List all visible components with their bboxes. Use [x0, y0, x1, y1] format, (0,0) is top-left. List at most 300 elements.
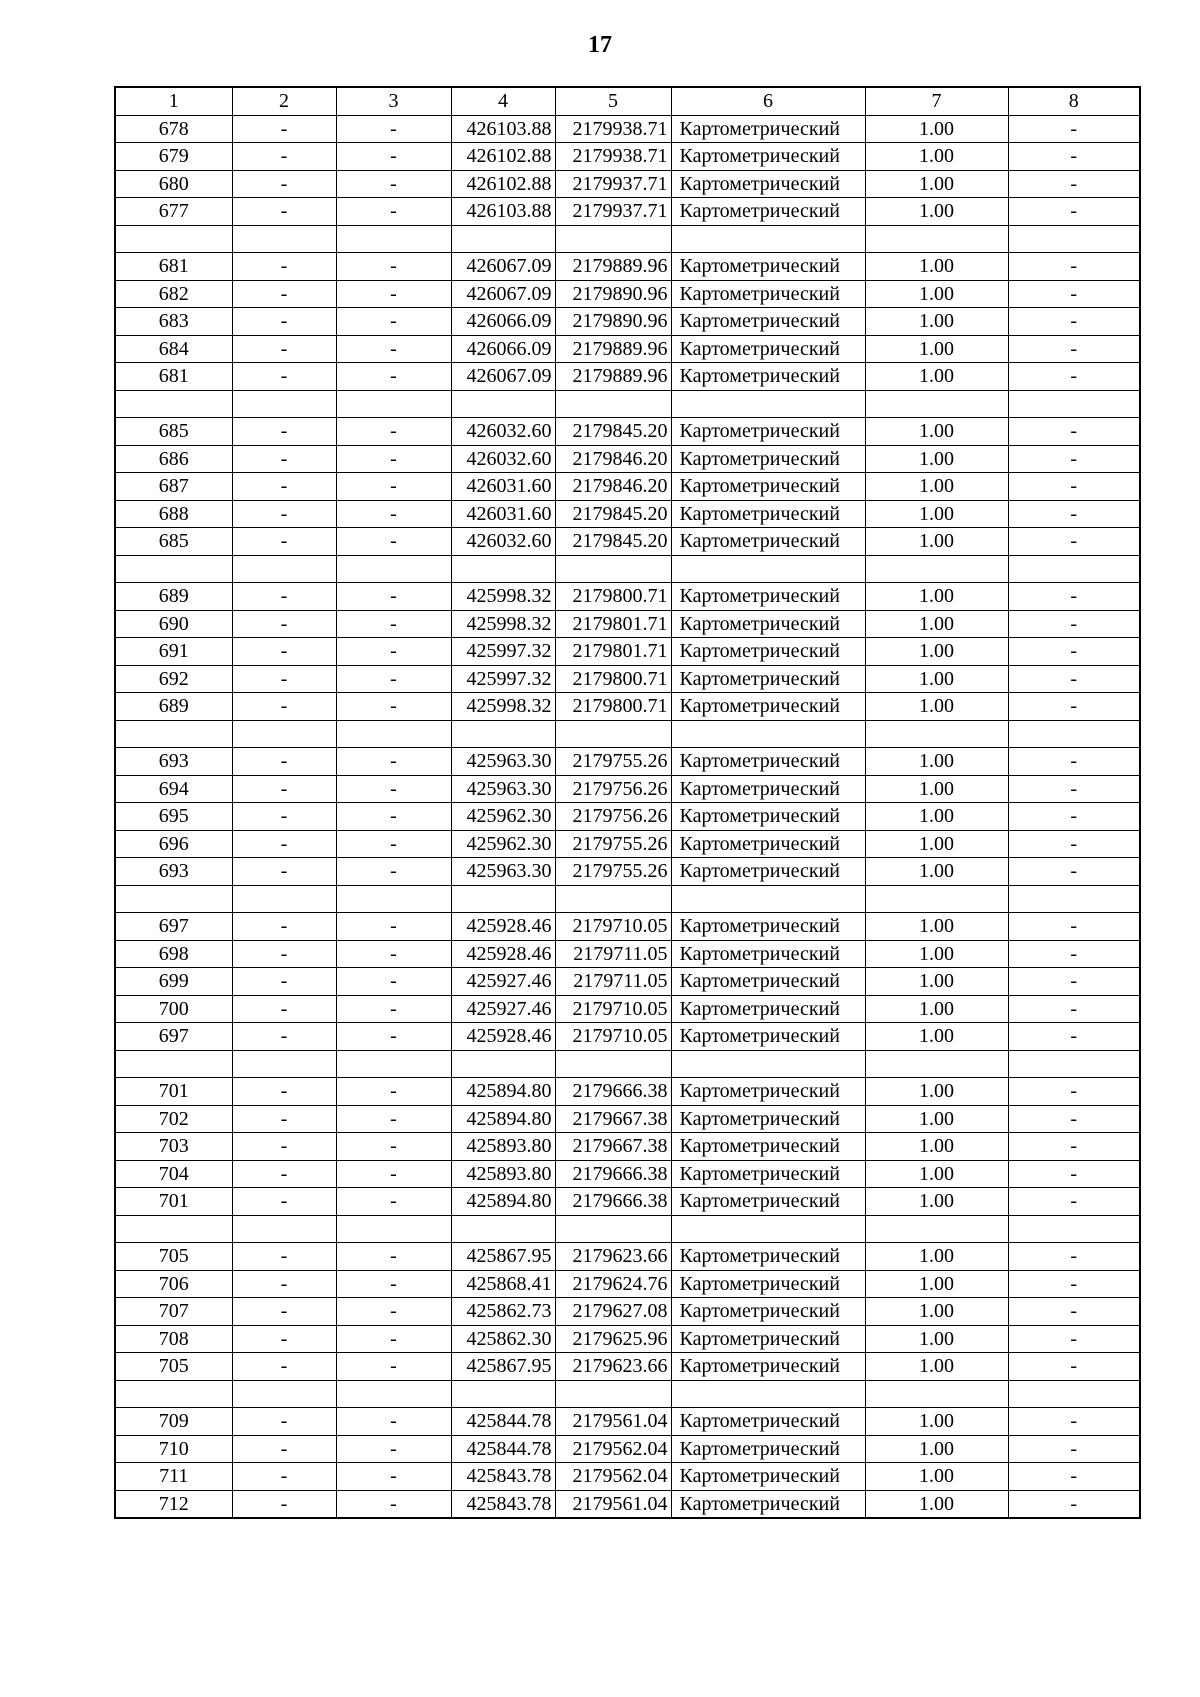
col2-cell: -	[232, 1408, 336, 1436]
table-row	[115, 1023, 1140, 1051]
col8-cell: -	[1008, 363, 1140, 391]
x-coordinate-cell: 425963.30	[451, 775, 555, 803]
y-coordinate-cell: 2179889.96	[555, 363, 671, 391]
y-coordinate-cell: 2179666.38	[555, 1160, 671, 1188]
col8-cell: -	[1008, 198, 1140, 226]
col3-cell: -	[336, 308, 451, 336]
point-number-cell: 693	[115, 748, 232, 776]
method-cell: Картометрический	[671, 1270, 865, 1298]
y-coordinate-cell: 2179666.38	[555, 1078, 671, 1106]
table-row	[115, 1270, 1140, 1298]
method-cell	[671, 1050, 865, 1078]
method-cell: Картометрический	[671, 1023, 865, 1051]
x-coordinate-cell	[451, 1050, 555, 1078]
y-coordinate-cell: 2179845.20	[555, 528, 671, 556]
col2-cell: -	[232, 775, 336, 803]
y-coordinate-cell: 2179627.08	[555, 1298, 671, 1326]
x-coordinate-cell	[451, 1215, 555, 1243]
coordinates-table	[114, 86, 1141, 1519]
point-number-cell: 695	[115, 803, 232, 831]
method-cell: Картометрический	[671, 418, 865, 446]
col3-cell: -	[336, 198, 451, 226]
accuracy-cell: 1.00	[865, 1435, 1008, 1463]
table-row	[115, 253, 1140, 281]
col3-cell: -	[336, 445, 451, 473]
col8-cell: -	[1008, 1325, 1140, 1353]
method-cell: Картометрический	[671, 1105, 865, 1133]
col2-cell: -	[232, 1243, 336, 1271]
y-coordinate-cell	[555, 390, 671, 418]
point-number-cell: 707	[115, 1298, 232, 1326]
accuracy-cell: 1.00	[865, 1243, 1008, 1271]
point-number-cell: 685	[115, 418, 232, 446]
method-cell: Картометрический	[671, 1408, 865, 1436]
x-coordinate-cell: 425927.46	[451, 968, 555, 996]
table-row	[115, 803, 1140, 831]
table-separator-row	[115, 555, 1140, 583]
table-row	[115, 363, 1140, 391]
y-coordinate-cell: 2179623.66	[555, 1353, 671, 1381]
method-cell: Картометрический	[671, 940, 865, 968]
col3-cell: -	[336, 748, 451, 776]
point-number-cell: 677	[115, 198, 232, 226]
y-coordinate-cell: 2179800.71	[555, 583, 671, 611]
col8-cell	[1008, 885, 1140, 913]
col8-cell: -	[1008, 1353, 1140, 1381]
table-row	[115, 500, 1140, 528]
y-coordinate-cell	[555, 1050, 671, 1078]
col3-cell: -	[336, 830, 451, 858]
table-row	[115, 1078, 1140, 1106]
x-coordinate-cell	[451, 1380, 555, 1408]
col8-cell: -	[1008, 280, 1140, 308]
column-header: 3	[336, 87, 451, 115]
method-cell: Картометрический	[671, 610, 865, 638]
col8-cell: -	[1008, 693, 1140, 721]
point-number-cell	[115, 885, 232, 913]
y-coordinate-cell: 2179845.20	[555, 418, 671, 446]
method-cell: Картометрический	[671, 1490, 865, 1518]
accuracy-cell: 1.00	[865, 445, 1008, 473]
col8-cell: -	[1008, 1408, 1140, 1436]
col3-cell: -	[336, 418, 451, 446]
accuracy-cell: 1.00	[865, 1160, 1008, 1188]
col2-cell	[232, 1050, 336, 1078]
table-separator-row	[115, 390, 1140, 418]
x-coordinate-cell	[451, 885, 555, 913]
col3-cell: -	[336, 1105, 451, 1133]
point-number-cell: 704	[115, 1160, 232, 1188]
y-coordinate-cell: 2179800.71	[555, 665, 671, 693]
col8-cell	[1008, 390, 1140, 418]
x-coordinate-cell: 426032.60	[451, 528, 555, 556]
x-coordinate-cell: 426032.60	[451, 445, 555, 473]
col2-cell: -	[232, 665, 336, 693]
accuracy-cell: 1.00	[865, 1023, 1008, 1051]
col2-cell: -	[232, 610, 336, 638]
col3-cell: -	[336, 858, 451, 886]
y-coordinate-cell: 2179890.96	[555, 308, 671, 336]
y-coordinate-cell: 2179755.26	[555, 748, 671, 776]
col2-cell: -	[232, 1023, 336, 1051]
table-row	[115, 1408, 1140, 1436]
point-number-cell: 705	[115, 1243, 232, 1271]
table-row	[115, 940, 1140, 968]
table-row	[115, 830, 1140, 858]
table-row	[115, 1243, 1140, 1271]
point-number-cell	[115, 720, 232, 748]
x-coordinate-cell: 426067.09	[451, 253, 555, 281]
col3-cell: -	[336, 143, 451, 171]
accuracy-cell: 1.00	[865, 198, 1008, 226]
table-row	[115, 473, 1140, 501]
col8-cell: -	[1008, 995, 1140, 1023]
point-number-cell: 698	[115, 940, 232, 968]
col3-cell	[336, 885, 451, 913]
table-row	[115, 693, 1140, 721]
col3-cell: -	[336, 1490, 451, 1518]
y-coordinate-cell: 2179938.71	[555, 115, 671, 143]
x-coordinate-cell: 426032.60	[451, 418, 555, 446]
col3-cell: -	[336, 968, 451, 996]
method-cell: Картометрический	[671, 830, 865, 858]
x-coordinate-cell: 425928.46	[451, 940, 555, 968]
col3-cell: -	[336, 1023, 451, 1051]
col3-cell: -	[336, 665, 451, 693]
x-coordinate-cell: 425844.78	[451, 1435, 555, 1463]
y-coordinate-cell: 2179756.26	[555, 775, 671, 803]
method-cell: Картометрический	[671, 665, 865, 693]
col2-cell: -	[232, 1463, 336, 1491]
accuracy-cell	[865, 1215, 1008, 1243]
point-number-cell: 692	[115, 665, 232, 693]
point-number-cell: 686	[115, 445, 232, 473]
x-coordinate-cell: 426066.09	[451, 335, 555, 363]
method-cell: Картометрический	[671, 1298, 865, 1326]
method-cell: Картометрический	[671, 363, 865, 391]
y-coordinate-cell: 2179711.05	[555, 940, 671, 968]
point-number-cell: 697	[115, 913, 232, 941]
method-cell: Картометрический	[671, 1133, 865, 1161]
accuracy-cell	[865, 225, 1008, 253]
col2-cell: -	[232, 1435, 336, 1463]
col3-cell: -	[336, 1133, 451, 1161]
col8-cell: -	[1008, 1133, 1140, 1161]
col8-cell: -	[1008, 830, 1140, 858]
point-number-cell	[115, 1050, 232, 1078]
x-coordinate-cell: 426066.09	[451, 308, 555, 336]
method-cell: Картометрический	[671, 473, 865, 501]
point-number-cell: 685	[115, 528, 232, 556]
method-cell	[671, 1215, 865, 1243]
col2-cell: -	[232, 803, 336, 831]
col2-cell: -	[232, 1160, 336, 1188]
col2-cell: -	[232, 968, 336, 996]
accuracy-cell	[865, 720, 1008, 748]
table-row	[115, 1490, 1140, 1518]
method-cell	[671, 885, 865, 913]
table-row	[115, 1463, 1140, 1491]
x-coordinate-cell: 425843.78	[451, 1490, 555, 1518]
method-cell: Картометрический	[671, 1160, 865, 1188]
table-header-row	[115, 87, 1140, 115]
col3-cell: -	[336, 528, 451, 556]
col3-cell: -	[336, 335, 451, 363]
col8-cell: -	[1008, 335, 1140, 363]
col2-cell: -	[232, 253, 336, 281]
point-number-cell: 681	[115, 253, 232, 281]
x-coordinate-cell: 425867.95	[451, 1353, 555, 1381]
table-row	[115, 748, 1140, 776]
col3-cell: -	[336, 940, 451, 968]
col8-cell: -	[1008, 968, 1140, 996]
col8-cell: -	[1008, 528, 1140, 556]
point-number-cell: 700	[115, 995, 232, 1023]
x-coordinate-cell	[451, 555, 555, 583]
point-number-cell: 689	[115, 583, 232, 611]
x-coordinate-cell: 425998.32	[451, 693, 555, 721]
y-coordinate-cell: 2179711.05	[555, 968, 671, 996]
method-cell: Картометрический	[671, 528, 865, 556]
point-number-cell: 694	[115, 775, 232, 803]
x-coordinate-cell: 425894.80	[451, 1078, 555, 1106]
x-coordinate-cell: 426067.09	[451, 280, 555, 308]
x-coordinate-cell: 425867.95	[451, 1243, 555, 1271]
x-coordinate-cell: 425843.78	[451, 1463, 555, 1491]
method-cell: Картометрический	[671, 198, 865, 226]
y-coordinate-cell: 2179710.05	[555, 913, 671, 941]
col2-cell: -	[232, 1270, 336, 1298]
table-row	[115, 913, 1140, 941]
point-number-cell: 689	[115, 693, 232, 721]
col2-cell: -	[232, 995, 336, 1023]
accuracy-cell: 1.00	[865, 170, 1008, 198]
col2-cell: -	[232, 940, 336, 968]
col3-cell: -	[336, 1188, 451, 1216]
x-coordinate-cell: 426031.60	[451, 473, 555, 501]
y-coordinate-cell: 2179561.04	[555, 1490, 671, 1518]
col8-cell: -	[1008, 1298, 1140, 1326]
col3-cell: -	[336, 473, 451, 501]
accuracy-cell: 1.00	[865, 610, 1008, 638]
col2-cell: -	[232, 280, 336, 308]
col2-cell: -	[232, 583, 336, 611]
y-coordinate-cell: 2179890.96	[555, 280, 671, 308]
method-cell: Картометрический	[671, 638, 865, 666]
col2-cell: -	[232, 1078, 336, 1106]
accuracy-cell: 1.00	[865, 995, 1008, 1023]
col8-cell: -	[1008, 1243, 1140, 1271]
col2-cell: -	[232, 363, 336, 391]
column-header: 1	[115, 87, 232, 115]
point-number-cell	[115, 390, 232, 418]
accuracy-cell: 1.00	[865, 308, 1008, 336]
col2-cell	[232, 720, 336, 748]
col2-cell: -	[232, 308, 336, 336]
col8-cell: -	[1008, 1078, 1140, 1106]
table-separator-row	[115, 1215, 1140, 1243]
column-header: 7	[865, 87, 1008, 115]
y-coordinate-cell: 2179756.26	[555, 803, 671, 831]
y-coordinate-cell: 2179623.66	[555, 1243, 671, 1271]
x-coordinate-cell: 425962.30	[451, 830, 555, 858]
col3-cell: -	[336, 1243, 451, 1271]
y-coordinate-cell: 2179937.71	[555, 170, 671, 198]
col8-cell: -	[1008, 638, 1140, 666]
y-coordinate-cell: 2179561.04	[555, 1408, 671, 1436]
accuracy-cell: 1.00	[865, 473, 1008, 501]
point-number-cell: 706	[115, 1270, 232, 1298]
point-number-cell: 712	[115, 1490, 232, 1518]
col2-cell: -	[232, 170, 336, 198]
y-coordinate-cell: 2179889.96	[555, 335, 671, 363]
point-number-cell: 711	[115, 1463, 232, 1491]
accuracy-cell: 1.00	[865, 1188, 1008, 1216]
col8-cell	[1008, 555, 1140, 583]
y-coordinate-cell: 2179800.71	[555, 693, 671, 721]
table-row	[115, 1188, 1140, 1216]
col8-cell: -	[1008, 1188, 1140, 1216]
table-row	[115, 1353, 1140, 1381]
x-coordinate-cell: 426102.88	[451, 143, 555, 171]
accuracy-cell: 1.00	[865, 1463, 1008, 1491]
y-coordinate-cell	[555, 1380, 671, 1408]
method-cell	[671, 1380, 865, 1408]
accuracy-cell	[865, 1380, 1008, 1408]
col2-cell	[232, 390, 336, 418]
x-coordinate-cell: 425927.46	[451, 995, 555, 1023]
col8-cell: -	[1008, 1490, 1140, 1518]
method-cell: Картометрический	[671, 693, 865, 721]
col8-cell: -	[1008, 1270, 1140, 1298]
accuracy-cell: 1.00	[865, 940, 1008, 968]
col8-cell: -	[1008, 1463, 1140, 1491]
accuracy-cell: 1.00	[865, 1105, 1008, 1133]
col8-cell	[1008, 1050, 1140, 1078]
col3-cell: -	[336, 253, 451, 281]
method-cell: Картометрический	[671, 1188, 865, 1216]
table-body	[115, 115, 1140, 1518]
method-cell: Картометрический	[671, 280, 865, 308]
method-cell: Картометрический	[671, 143, 865, 171]
col2-cell: -	[232, 143, 336, 171]
col8-cell: -	[1008, 473, 1140, 501]
col3-cell: -	[336, 913, 451, 941]
col2-cell: -	[232, 1353, 336, 1381]
point-number-cell: 697	[115, 1023, 232, 1051]
point-number-cell: 690	[115, 610, 232, 638]
accuracy-cell: 1.00	[865, 583, 1008, 611]
table-row	[115, 308, 1140, 336]
point-number-cell: 684	[115, 335, 232, 363]
col2-cell	[232, 555, 336, 583]
accuracy-cell: 1.00	[865, 500, 1008, 528]
col2-cell: -	[232, 693, 336, 721]
accuracy-cell: 1.00	[865, 830, 1008, 858]
col2-cell: -	[232, 830, 336, 858]
accuracy-cell: 1.00	[865, 803, 1008, 831]
point-number-cell: 691	[115, 638, 232, 666]
method-cell: Картометрический	[671, 170, 865, 198]
x-coordinate-cell: 426103.88	[451, 198, 555, 226]
point-number-cell	[115, 555, 232, 583]
col2-cell: -	[232, 198, 336, 226]
table-row	[115, 335, 1140, 363]
point-number-cell: 708	[115, 1325, 232, 1353]
x-coordinate-cell: 425868.41	[451, 1270, 555, 1298]
table-row	[115, 528, 1140, 556]
y-coordinate-cell	[555, 225, 671, 253]
x-coordinate-cell: 425862.30	[451, 1325, 555, 1353]
col8-cell	[1008, 720, 1140, 748]
col2-cell: -	[232, 1133, 336, 1161]
point-number-cell	[115, 1215, 232, 1243]
col2-cell	[232, 1380, 336, 1408]
y-coordinate-cell	[555, 555, 671, 583]
table-row	[115, 1325, 1140, 1353]
col2-cell: -	[232, 445, 336, 473]
x-coordinate-cell: 426067.09	[451, 363, 555, 391]
col8-cell: -	[1008, 115, 1140, 143]
x-coordinate-cell: 425997.32	[451, 638, 555, 666]
col2-cell: -	[232, 500, 336, 528]
col3-cell: -	[336, 1298, 451, 1326]
col8-cell: -	[1008, 610, 1140, 638]
accuracy-cell	[865, 1050, 1008, 1078]
col3-cell: -	[336, 1078, 451, 1106]
table-row	[115, 418, 1140, 446]
point-number-cell: 678	[115, 115, 232, 143]
col8-cell: -	[1008, 143, 1140, 171]
col3-cell	[336, 720, 451, 748]
col3-cell: -	[336, 1270, 451, 1298]
col8-cell	[1008, 1215, 1140, 1243]
col3-cell	[336, 1380, 451, 1408]
accuracy-cell: 1.00	[865, 665, 1008, 693]
table-row	[115, 1435, 1140, 1463]
method-cell: Картометрический	[671, 968, 865, 996]
x-coordinate-cell: 425894.80	[451, 1105, 555, 1133]
col3-cell: -	[336, 363, 451, 391]
method-cell: Картометрический	[671, 335, 865, 363]
y-coordinate-cell	[555, 885, 671, 913]
y-coordinate-cell: 2179937.71	[555, 198, 671, 226]
col8-cell: -	[1008, 1105, 1140, 1133]
page-number: 17	[588, 32, 612, 58]
col8-cell: -	[1008, 913, 1140, 941]
col8-cell: -	[1008, 803, 1140, 831]
col8-cell: -	[1008, 253, 1140, 281]
x-coordinate-cell	[451, 720, 555, 748]
method-cell: Картометрический	[671, 500, 865, 528]
point-number-cell: 702	[115, 1105, 232, 1133]
y-coordinate-cell: 2179624.76	[555, 1270, 671, 1298]
point-number-cell: 681	[115, 363, 232, 391]
col3-cell: -	[336, 1408, 451, 1436]
col3-cell	[336, 390, 451, 418]
table-row	[115, 1133, 1140, 1161]
accuracy-cell: 1.00	[865, 418, 1008, 446]
y-coordinate-cell: 2179666.38	[555, 1188, 671, 1216]
col3-cell: -	[336, 500, 451, 528]
accuracy-cell: 1.00	[865, 335, 1008, 363]
col2-cell: -	[232, 1325, 336, 1353]
table-row	[115, 610, 1140, 638]
accuracy-cell: 1.00	[865, 1298, 1008, 1326]
accuracy-cell	[865, 390, 1008, 418]
x-coordinate-cell: 425893.80	[451, 1160, 555, 1188]
method-cell: Картометрический	[671, 115, 865, 143]
